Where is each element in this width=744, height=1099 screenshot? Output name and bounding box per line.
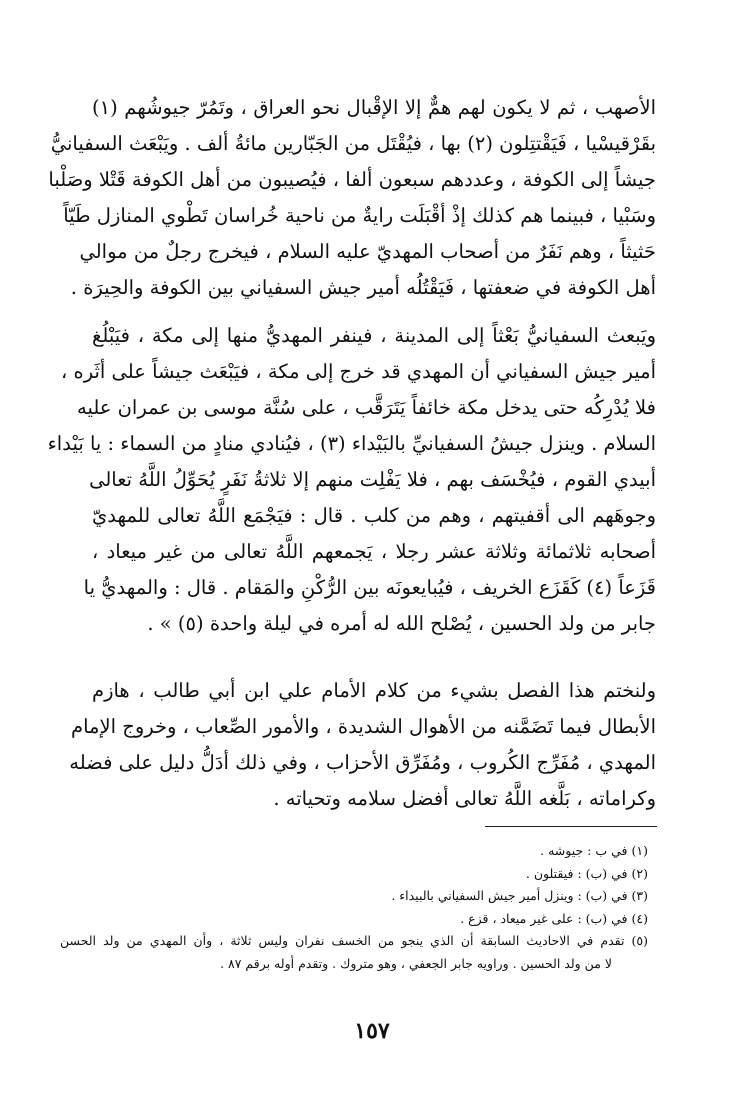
text-line: ويَبعث السفيانيُّ بَعْثاً إلى المدينة ، فينفر المهديُّ منها إلى مكة ، فيَبْلُغ — [92, 324, 656, 347]
text-line: جابر من ولد الحسين ، يُصْلح الله له أمره في ليلة واحدة (٥) » . — [147, 612, 656, 635]
text-line: وكراماته ، بَلَّغه اللَّهُ تعالى أفضل سلامه وتحياته . — [273, 787, 656, 810]
text-line: السلام . وينزل جيشُ السفيانيِّ بالبَيْداء (٣) ، فيُنادي منادٍ من السماء : يا بَيْداء — [47, 432, 656, 455]
text-line: أمير جيش السفياني أن المهدي قد خرج إلى مكة ، فيَبْعَث جيشاً على أثَره ، — [61, 360, 656, 383]
paragraph-1 — [48, 90, 656, 306]
footnote: (٢) في (ب) : فيقتلون . — [525, 865, 648, 881]
footnote-separator — [485, 826, 657, 827]
text-line: ولنختم هذا الفصل بشيء من كلام الأمام علي ابن أبي طالب ، هازم — [92, 679, 656, 702]
text-line: وجوهَهم الى أقفيتهم ، وهم من كلب . قال : فيَجْمَع اللَّهُ تعالى للمهديّ — [92, 504, 656, 527]
text-line: أصحابه ثلاثمائة وثلاثة عشر رجلا ، يَجمعهم اللَّهُ تعالى من غير ميعاد ، — [92, 540, 656, 563]
text-line: وسَبْيا ، فبينما هم كذلك إذْ أقْبَلَت رايةٌ من ناحية خُراسان تَطْوي المنازل طَيّاً — [63, 204, 656, 227]
footnotes — [60, 840, 648, 975]
text-line: بقَرْقيسْيا ، فَيَقْتتِلون (٢) بها ، فيُقْتَل من الجَبّارين مائةُ ألف . ويَبْعَث السفيانيُّ — [50, 132, 656, 155]
paragraph-2 — [47, 318, 656, 642]
text-line: حَثيثاً ، وهم نَفَرٌ من أصحاب المهديّ عليه السلام ، فيخرج رجلٌ من موالي — [79, 240, 656, 263]
text-line: جيشاً إلى الكوفة ، وعددهم سبعون ألفا ، فيُصيبون من أهل الكوفة قَتْلا وصَلْبا — [48, 168, 656, 191]
text-line: قَزَعاً (٤) كَقَزَع الخريف ، فيُبايعونَه بين الرُّكْنِ والمَقام . قال : والمهديُّ يا — [83, 576, 656, 599]
text-line: الأصهب ، ثم لا يكون لهم همٌّ إلا الإقْبال نحو العراق ، وتَمُرّ جيوشُهم (١) — [92, 96, 656, 119]
footnote: (٥) تقدم في الاحاديث السابقة أن الذي ينجو من الخسف نفران وليس ثلاثة ، وأن المهدي من ولد الحسن — [60, 933, 648, 948]
text-line: فلا يُدْرِكُه حتى يدخل مكة خائفاً يَتَرَقَّب ، على سُنَّة موسى بن عمران عليه — [76, 396, 656, 419]
footnote: (٣) في (ب) : وينزل أمير جيش السفياني بالبيداء . — [391, 888, 648, 903]
footnote-continuation: لا من ولد الحسين . وراويه جابر الجعفي ، وهو متروك . وتقدم أوله برقم ٨٧ . — [220, 955, 612, 971]
paragraph-3 — [69, 673, 656, 817]
footnote: (١) في ب : جيوشه . — [540, 843, 648, 858]
text-line: المهدي ، مُفَرِّج الكُروب ، ومُفَرِّق الأحزاب ، وفي ذلك أدَلُّ دليل على فضله — [69, 751, 656, 774]
text-line: أهل الكوفة في ضعفتها ، فَيَقْتُلُه أمير جيش السفياني بين الكوفة والحِيرَة . — [70, 276, 656, 299]
text-line: الأبطال فيما تَضَمَّنه من الأهوال الشديدة ، والأمور الصِّعاب ، وخروج الإمام — [71, 715, 656, 738]
text-line: أبيدي القوم ، فيُخْسَف بهم ، فلا يَفْلِت منهم إلا ثلاثةُ نَفَرٍ يُحَوِّلُ اللَّهُ تعالى — [89, 468, 656, 491]
page-number: ١٥٧ — [354, 1018, 390, 1044]
footnote: (٤) في (ب) : على غير ميعاد ، قزع . — [460, 910, 648, 926]
